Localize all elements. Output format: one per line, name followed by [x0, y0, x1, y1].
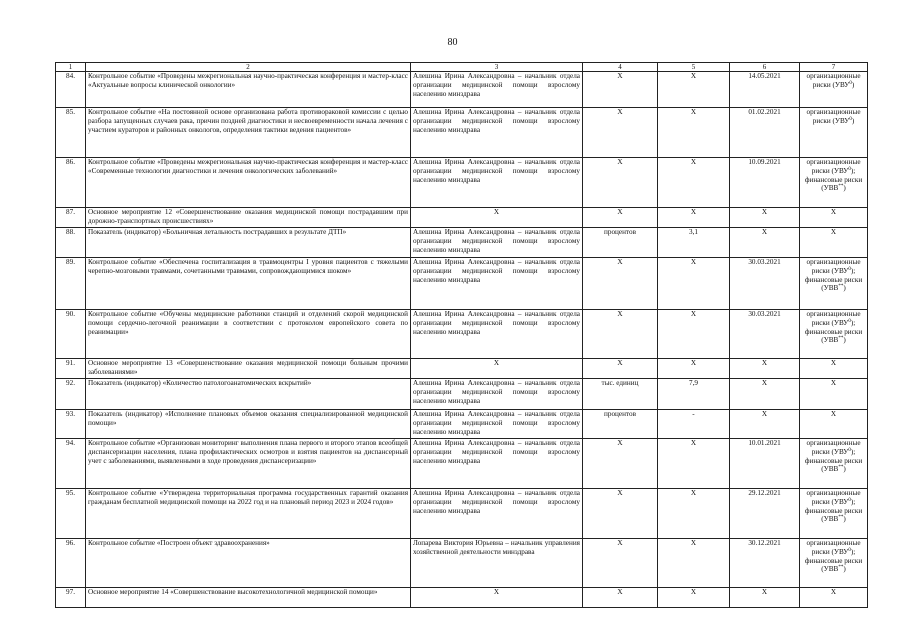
row-number: 93.: [56, 410, 86, 439]
responsible-person: Х: [411, 208, 583, 228]
plan-value: Х: [658, 108, 730, 158]
event-description: Основное мероприятие 13 «Совершенствование оказания медицинской помощи больным прочими заболеваниями»: [86, 359, 411, 379]
table-row: [56, 310, 868, 359]
risk-text: организационные риски (УВУ: [806, 439, 861, 456]
risk-text: организационные риски (УВУ: [806, 258, 861, 275]
deadline-date: 30.12.2021: [730, 539, 800, 588]
responsible-person: Алешина Ирина Александровна – начальник отдела организации медицинской помощи взрослому населению минздрава: [411, 72, 583, 108]
event-description: Контрольное событие «Проведены межрегиональная научно-практическая конференция и мастер-класс «Современные технологии диагностики и лечения онкологических заболеваний»: [86, 158, 411, 208]
table-row: [56, 539, 868, 588]
row-number: 96.: [56, 539, 86, 588]
plan-table: [55, 62, 868, 608]
event-description: Показатель (индикатор) «Больничная летальность пострадавших в результате ДТП»: [86, 228, 411, 258]
risk-footnote-mark: 0: [848, 318, 851, 324]
deadline-date: Х: [730, 208, 800, 228]
deadline-date: Х: [730, 410, 800, 439]
unit-of-measure: тыс. единиц: [583, 379, 658, 410]
table-row: [56, 588, 868, 608]
risks-cell: [800, 539, 868, 588]
risk-text-tail: ): [843, 336, 846, 345]
risks-cell: [800, 489, 868, 539]
responsible-person: Алешина Ирина Александровна – начальник отдела организации медицинской помощи взрослому населению минздрава: [411, 379, 583, 410]
plan-value: Х: [658, 439, 730, 489]
deadline-date: Х: [730, 588, 800, 608]
unit-of-measure: Х: [583, 208, 658, 228]
risk-text-tail: ); финансовые риски (УВВ: [804, 497, 863, 524]
col-header-1: 1: [56, 63, 86, 72]
plan-value: Х: [658, 539, 730, 588]
unit-of-measure: Х: [583, 539, 658, 588]
table-row: [56, 228, 868, 258]
risk-footnote-mark: 0: [848, 266, 851, 272]
unit-of-measure: Х: [583, 72, 658, 108]
event-description: Контрольное событие «Обеспечена госпитализация в травмоцентры I уровня пациентов с тяжелыми черепно-мозговыми травмами, сочетанными травмами, сопровождающимися шоком»: [86, 258, 411, 310]
table-row: [56, 258, 868, 310]
risk-footnote-mark: **: [838, 336, 844, 342]
responsible-person: Алешина Ирина Александровна – начальник отдела организации медицинской помощи взрослому населению минздрава: [411, 228, 583, 258]
risks-cell: [800, 208, 868, 228]
table-row: [56, 72, 868, 108]
page-number: 80: [447, 37, 458, 48]
risk-text-tail: ): [851, 80, 855, 89]
risk-text-tail: ); финансовые риски (УВВ: [804, 318, 863, 345]
plan-value: -: [658, 410, 730, 439]
row-number: 86.: [56, 158, 86, 208]
unit-of-measure: Х: [583, 258, 658, 310]
risk-text: Х: [830, 410, 837, 418]
row-number: 95.: [56, 489, 86, 539]
deadline-date: 30.03.2021: [730, 258, 800, 310]
row-number: 89.: [56, 258, 86, 310]
row-number: 88.: [56, 228, 86, 258]
plan-value: Х: [658, 310, 730, 359]
plan-value: Х: [658, 588, 730, 608]
table-row: [56, 359, 868, 379]
unit-of-measure: процентов: [583, 228, 658, 258]
unit-of-measure: Х: [583, 489, 658, 539]
risk-text-tail: ): [843, 515, 846, 524]
risks-cell: [800, 588, 868, 608]
risk-text: Х: [830, 208, 837, 216]
deadline-date: Х: [730, 228, 800, 258]
risk-footnote-mark: **: [838, 465, 844, 471]
unit-of-measure: Х: [583, 310, 658, 359]
risks-cell: [800, 258, 868, 310]
unit-of-measure: Х: [583, 439, 658, 489]
risk-text-tail: ); финансовые риски (УВВ: [804, 266, 863, 293]
responsible-person: Алешина Ирина Александровна – начальник отдела организации медицинской помощи взрослому населению минздрава: [411, 489, 583, 539]
table-body: [56, 72, 868, 608]
risk-footnote-mark: 0: [848, 547, 851, 553]
table-row: [56, 410, 868, 439]
risk-text: организационные риски (УВУ: [806, 310, 861, 327]
deadline-date: 10.09.2021: [730, 158, 800, 208]
risk-text: Х: [830, 228, 837, 236]
risk-text-tail: ): [843, 465, 846, 474]
plan-value: Х: [658, 258, 730, 310]
risks-cell: [800, 310, 868, 359]
event-description: Контрольное событие «Утверждена территориальная программа государственных гарантий оказания гражданам бесплатной медицинской помощи на 2022 год и на плановый период 2023 и 2024 годов»: [86, 489, 411, 539]
risk-footnote-mark: 0: [848, 166, 851, 172]
risk-footnote-mark: **: [838, 184, 844, 190]
event-description: Контрольное событие «Обучены медицинские работники станций и отделений скорой медицинской помощи сердечно-легочной реанимации в соответствии с протоколом европейского совета по реанимации»: [86, 310, 411, 359]
col-header-2: 2: [86, 63, 411, 72]
row-number: 91.: [56, 359, 86, 379]
risk-text-tail: ); финансовые риски (УВВ: [804, 547, 863, 574]
table-row: [56, 379, 868, 410]
deadline-date: 01.02.2021: [730, 108, 800, 158]
risk-footnote-mark: 0: [848, 497, 851, 503]
risks-cell: [800, 158, 868, 208]
table-row: [56, 158, 868, 208]
risks-cell: [800, 379, 868, 410]
risk-footnote-mark: **: [838, 565, 844, 571]
event-description: Контрольное событие «Организован мониторинг выполнения плана первого и второго этапов всеобщей диспансеризации населения, плана профилактических осмотров и взятия пациентов на диспансерный учет с заболеваниями, выявленными в ходе проведения диспансеризации»: [86, 439, 411, 489]
risk-footnote-mark: **: [838, 515, 844, 521]
event-description: Контрольное событие «На постоянной основе организована работа противораковой комиссии с целью разбора запущенных случаев рака, причин поздней диагностики и несвоевременности начала лечения с участием кураторов и районных онкологов, определения тактики ведения пациентов»: [86, 108, 411, 158]
responsible-person: Х: [411, 359, 583, 379]
risks-cell: [800, 410, 868, 439]
risk-footnote-mark: 0: [849, 80, 852, 86]
risk-text: организационные риски (УВУ: [806, 72, 861, 89]
plan-value: Х: [658, 489, 730, 539]
unit-of-measure: Х: [583, 108, 658, 158]
risk-text-tail: ): [843, 184, 846, 193]
event-description: Основное мероприятие 12 «Совершенствование оказания медицинской помощи пострадавшим при дорожно-транспортных происшествиях»: [86, 208, 411, 228]
responsible-person: Алешина Ирина Александровна – начальник отдела организации медицинской помощи взрослому населению минздрава: [411, 158, 583, 208]
risk-text: Х: [830, 588, 837, 596]
risks-cell: [800, 228, 868, 258]
table-row: [56, 489, 868, 539]
plan-value: 7,9: [658, 379, 730, 410]
risk-text-tail: ): [843, 565, 846, 574]
plan-value: Х: [658, 158, 730, 208]
plan-value: 3,1: [658, 228, 730, 258]
risk-text: организационные риски (УВУ: [806, 158, 861, 175]
col-header-3: 3: [411, 63, 583, 72]
col-header-4: 4: [583, 63, 658, 72]
responsible-person: Алешина Ирина Александровна – начальник отдела организации медицинской помощи взрослому населению минздрава: [411, 258, 583, 310]
event-description: Показатель (индикатор) «Количество патологоанатомических вскрытий»: [86, 379, 411, 410]
col-header-6: 6: [730, 63, 800, 72]
risk-text-tail: ): [851, 116, 855, 125]
deadline-date: Х: [730, 359, 800, 379]
risk-text: Х: [830, 379, 837, 387]
plan-value: Х: [658, 72, 730, 108]
risk-footnote-mark: 0: [849, 116, 852, 122]
unit-of-measure: Х: [583, 158, 658, 208]
row-number: 92.: [56, 379, 86, 410]
deadline-date: 30.03.2021: [730, 310, 800, 359]
row-number: 90.: [56, 310, 86, 359]
unit-of-measure: процентов: [583, 410, 658, 439]
risk-text-tail: ); финансовые риски (УВВ: [804, 166, 863, 193]
col-header-7: 7: [800, 63, 868, 72]
row-number: 85.: [56, 108, 86, 158]
responsible-person: Лопарева Виктория Юрьевна – начальник управления хозяйственной деятельности минздрава: [411, 539, 583, 588]
risk-footnote-mark: 0: [848, 447, 851, 453]
risk-text: организационные риски (УВУ: [806, 539, 861, 556]
risks-cell: [800, 439, 868, 489]
plan-value: Х: [658, 359, 730, 379]
row-number: 87.: [56, 208, 86, 228]
risk-text: организационные риски (УВУ: [806, 489, 861, 506]
table-row: [56, 439, 868, 489]
event-description: Основное мероприятие 14 «Совершенствование высокотехнологичной медицинской помощи»: [86, 588, 411, 608]
unit-of-measure: Х: [583, 359, 658, 379]
plan-value: Х: [658, 208, 730, 228]
deadline-date: 29.12.2021: [730, 489, 800, 539]
table-row: [56, 108, 868, 158]
event-description: Контрольное событие «Проведены межрегиональная научно-практическая конференция и мастер-класс «Актуальные вопросы клинической онкологии»: [86, 72, 411, 108]
responsible-person: Алешина Ирина Александровна – начальник отдела организации медицинской помощи взрослому населению минздрава: [411, 410, 583, 439]
row-number: 84.: [56, 72, 86, 108]
deadline-date: 10.01.2021: [730, 439, 800, 489]
risks-cell: [800, 72, 868, 108]
risks-cell: [800, 108, 868, 158]
risk-footnote-mark: **: [838, 284, 844, 290]
deadline-date: 14.05.2021: [730, 72, 800, 108]
header-row: [56, 63, 868, 72]
responsible-person: Алешина Ирина Александровна – начальник отдела организации медицинской помощи взрослому населению минздрава: [411, 108, 583, 158]
table-row: [56, 208, 868, 228]
risk-text-tail: ); финансовые риски (УВВ: [804, 447, 863, 474]
col-header-5: 5: [658, 63, 730, 72]
responsible-person: Алешина Ирина Александровна – начальник отдела организации медицинской помощи взрослому населению минздрава: [411, 439, 583, 489]
risk-text: организационные риски (УВУ: [806, 108, 861, 125]
responsible-person: Х: [411, 588, 583, 608]
risk-text-tail: ): [843, 284, 846, 293]
unit-of-measure: Х: [583, 588, 658, 608]
risks-cell: [800, 359, 868, 379]
deadline-date: Х: [730, 379, 800, 410]
event-description: Показатель (индикатор) «Исполнение плановых объемов оказания специализированной медицинской помощи»: [86, 410, 411, 439]
risk-text: Х: [830, 359, 837, 367]
responsible-person: Алешина Ирина Александровна – начальник отдела организации медицинской помощи взрослому населению минздрава: [411, 310, 583, 359]
event-description: Контрольное событие «Построен объект здравоохранения»: [86, 539, 411, 588]
row-number: 97.: [56, 588, 86, 608]
row-number: 94.: [56, 439, 86, 489]
